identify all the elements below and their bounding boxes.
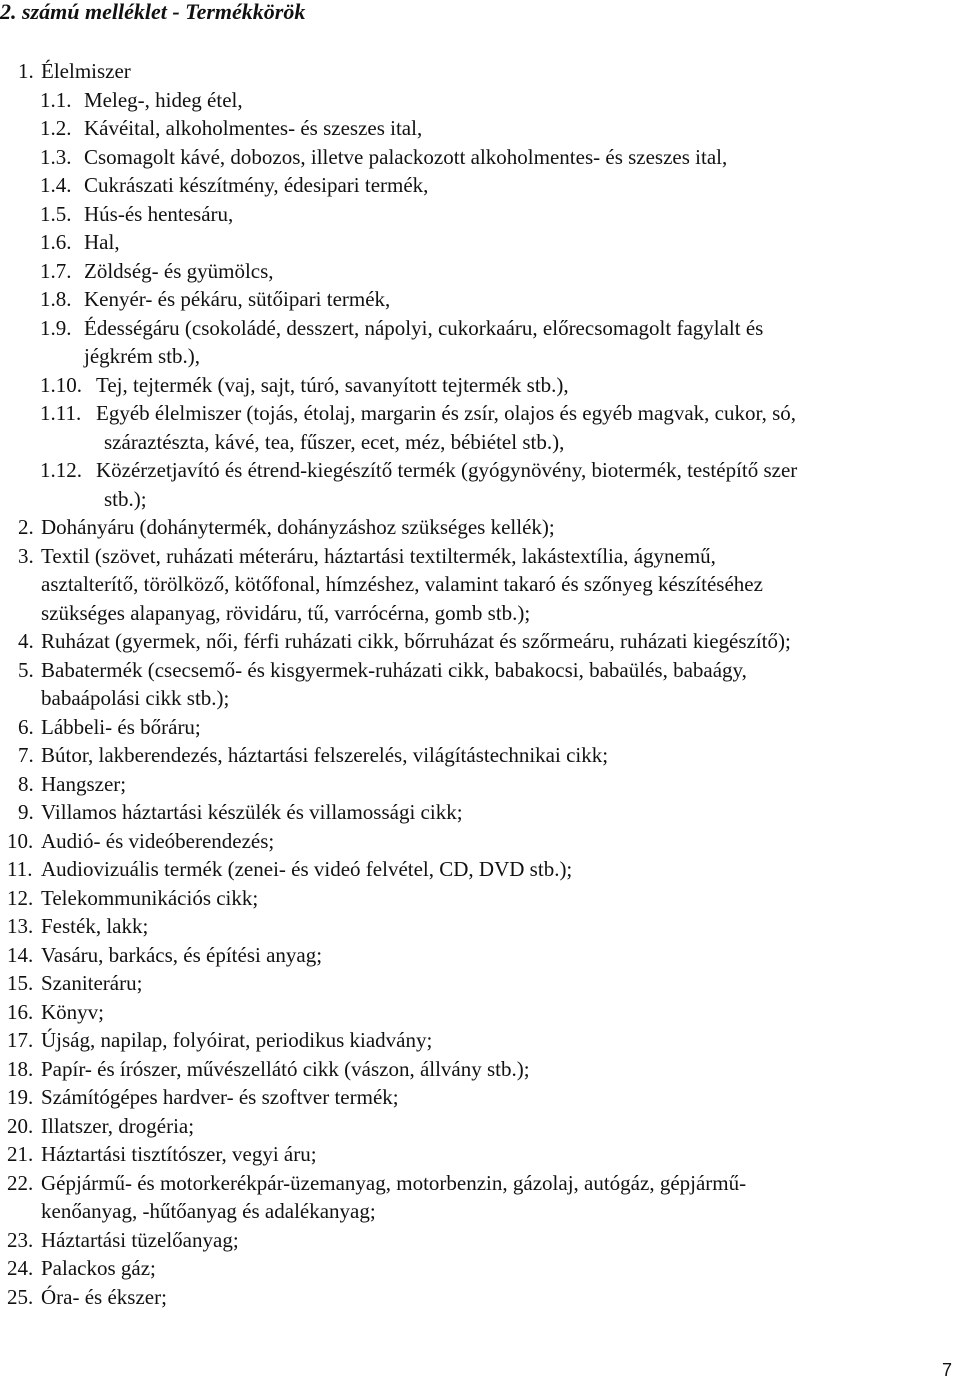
list-item-number: 21. [7,1142,34,1166]
list-item-text: Papír- és írószer, művészellátó cikk (vászon, állvány stb.); [41,1056,530,1081]
list-item-number: 1.1. [40,87,72,112]
list-item-text: Palackos gáz; [41,1256,156,1280]
list-item-text: Szaniteráru; [41,971,143,995]
list-item-number: 9. [18,800,34,824]
list-item-number: 17. [7,1028,34,1052]
list-item-continuation: száraztészta, kávé, tea, fűszer, ecet, méz, bébiétel stb.), [104,429,565,454]
list-item-text: Illatszer, drogéria; [41,1113,195,1138]
list-item-text: Számítógépes hardver- és szoftver termék; [41,1085,399,1109]
list-item-text: Lábbeli- és bőráru; [41,714,201,739]
list-item [0,1112,960,1141]
list-item-text: Zöldség- és gyümölcs, [84,258,274,283]
list-item [0,1283,960,1312]
list-item-text: Meleg-, hideg étel, [84,87,243,112]
list-item-number: 13. [7,914,34,938]
list-item-number: 1. [18,59,34,83]
list-item-number: 2. [18,515,34,539]
list-item-number: 20. [7,1113,34,1138]
list-item-text: Háztartási tisztítószer, vegyi áru; [41,1142,317,1166]
list-item [0,855,960,884]
list-item [0,542,960,628]
list-item-text: Egyéb élelmiszer (tojás, étolaj, margarin és zsír, olajos és egyéb magvak, cukor, só, [96,401,797,425]
list-item-text: Tej, tejtermék (vaj, sajt, túró, savanyított tejtermék stb.), [96,372,569,397]
list-item-number: 15. [7,971,34,995]
list-item-number: 1.9. [40,315,72,340]
list-item-text: Hangszer; [41,771,127,796]
list-item-number: 1.3. [40,144,72,169]
list-item-number: 25. [7,1284,34,1309]
list-item [0,314,960,371]
list-item-continuation: szükséges alapanyag, rövidáru, tű, varrócérna, gomb stb.); [41,600,531,625]
list-item [0,200,960,229]
list-item-number: 5. [18,657,34,682]
list-item-number: 1.12. [40,458,82,482]
list-item-text: Babatermék (csecsemő- és kisgyermek-ruházati cikk, babakocsi, babaülés, babaágy, [41,657,747,682]
list-item [0,1226,960,1255]
list-item [0,827,960,856]
list-item [0,1026,960,1055]
list-item-number: 8. [18,771,34,796]
list-item [0,770,960,799]
list-item-number: 23. [7,1227,34,1252]
list-item-number: 18. [7,1056,34,1081]
list-item [0,1055,960,1084]
list-item [0,513,960,542]
list-item [0,1254,960,1283]
page-title: 2. számú melléklet - Termékkörök [0,0,306,24]
list-item [0,285,960,314]
list-item-text: Villamos háztartási készülék és villamossági cikk; [41,800,463,824]
list-item-text: Textil (szövet, ruházati méteráru, háztartási textiltermék, lakástextília, ágynemű, [41,543,716,568]
list-item-number: 22. [7,1170,34,1195]
list-item-text: Csomagolt kávé, dobozos, illetve palackozott alkoholmentes- és szeszes ital, [84,144,728,169]
list-item-number: 6. [18,714,34,739]
list-item [0,969,960,998]
list-item-text: Hús-és hentesáru, [84,201,234,226]
list-item [0,257,960,286]
list-item-text: Könyv; [41,999,104,1024]
product-category-list [0,57,960,1311]
list-item-text: Ruházat (gyermek, női, férfi ruházati cikk, bőrruházat és szőrmeáru, ruházati kiegészítő); [41,629,791,653]
list-item-number: 12. [7,885,34,910]
list-item-text: Újság, napilap, folyóirat, periodikus kiadvány; [41,1028,433,1052]
list-item [0,627,960,656]
list-item-text: Hal, [84,230,120,254]
list-item-text: Közérzetjavító és étrend-kiegészítő termék (gyógynövény, biotermék, testépítő szer [96,458,798,482]
list-item-number: 1.6. [40,230,72,254]
list-item [0,941,960,970]
list-item [0,1140,960,1169]
list-item-number: 1.7. [40,258,72,283]
list-item [0,371,960,400]
list-item-number: 4. [18,629,34,653]
list-item-continuation: stb.); [104,486,147,511]
list-item-text: Édességáru (csokoládé, desszert, nápolyi, cukorkaáru, előrecsomagolt fagylalt és [84,315,764,340]
list-item-number: 7. [18,743,34,767]
list-item-continuation: babaápolási cikk stb.); [41,686,230,710]
list-item-continuation: jégkrém stb.), [84,344,201,368]
list-item-number: 1.10. [40,372,82,397]
list-item-text: Háztartási tüzelőanyag; [41,1227,239,1252]
list-item-number: 16. [7,999,34,1024]
list-item-number: 1.4. [40,173,72,197]
list-item [0,228,960,257]
list-item-number: 11. [7,857,33,881]
list-item-number: 1.11. [40,401,82,425]
list-item-continuation: kenőanyag, -hűtőanyag és adalékanyag; [41,1199,376,1223]
list-item-text: Bútor, lakberendezés, háztartási felszerelés, világítástechnikai cikk; [41,743,609,767]
list-item [0,713,960,742]
list-item [0,57,960,86]
list-item [0,798,960,827]
list-item [0,114,960,143]
list-item-text: Vasáru, barkács, és építési anyag; [41,942,323,967]
list-item-number: 14. [7,942,34,967]
list-item-continuation: asztalterítő, törölköző, kötőfonal, hímzéshez, valamint takaró és szőnyeg készítéséhez [41,572,763,596]
list-item-number: 1.2. [40,116,72,140]
list-item [0,86,960,115]
list-item-number: 1.5. [40,201,72,226]
list-item-number: 19. [7,1085,34,1109]
list-item-number: 1.8. [40,287,72,311]
list-item [0,143,960,172]
list-item-text: Audió- és videóberendezés; [41,828,275,853]
list-item-number: 3. [18,543,34,568]
list-item-text: Festék, lakk; [41,914,149,938]
list-item [0,741,960,770]
list-item [0,912,960,941]
list-item [0,884,960,913]
list-item-text: Cukrászati készítmény, édesipari termék, [84,173,429,197]
list-item-text: Gépjármű- és motorkerékpár-üzemanyag, motorbenzin, gázolaj, autógáz, gépjármű- [41,1170,747,1195]
list-item [0,998,960,1027]
list-item-text: Audiovizuális termék (zenei- és videó felvétel, CD, DVD stb.); [41,857,573,881]
list-item-text: Kávéital, alkoholmentes- és szeszes ital, [84,116,423,140]
list-item [0,656,960,713]
list-item-text: Óra- és ékszer; [41,1284,167,1309]
page-number: 7 [941,1360,952,1380]
list-item-number: 24. [7,1256,34,1280]
list-item [0,1083,960,1112]
list-item-text: Dohányáru (dohánytermék, dohányzáshoz szükséges kellék); [41,515,555,539]
list-item-text: Élelmiszer [41,59,131,83]
list-item [0,399,960,456]
list-item-number: 10. [7,828,34,853]
list-item [0,1169,960,1226]
list-item [0,456,960,513]
list-item-text: Telekommunikációs cikk; [41,885,259,910]
list-item-text: Kenyér- és pékáru, sütőipari termék, [84,287,391,311]
list-item [0,171,960,200]
